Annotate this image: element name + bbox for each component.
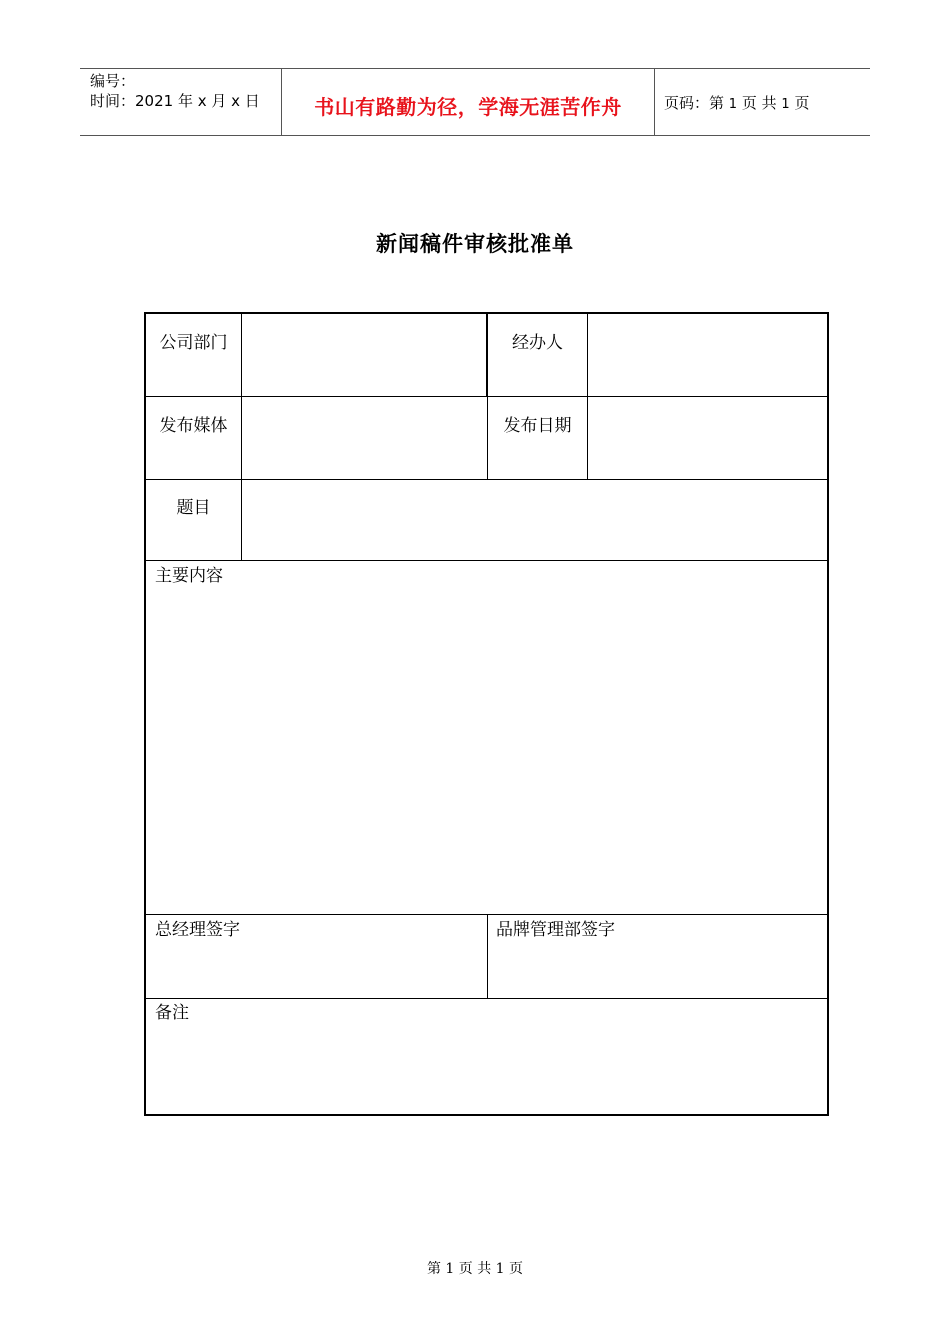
page-footer: 第 1 页 共 1 页 — [426, 1261, 524, 1277]
handler-label: 经办人 — [512, 333, 563, 353]
company-dept-label: 公司部门 — [159, 333, 228, 353]
page-header — [80, 68, 870, 136]
page-mid: 页 共 — [741, 94, 777, 112]
column-divider — [486, 314, 488, 396]
media-label: 发布媒体 — [159, 416, 228, 436]
header-page-number — [664, 93, 810, 115]
content-field[interactable] — [146, 590, 827, 912]
brand-sign-label: 品牌管理部签字 — [496, 920, 615, 940]
content-label: 主要内容 — [155, 566, 223, 586]
topic-label: 题目 — [176, 498, 211, 518]
publish-date-field[interactable] — [588, 397, 827, 479]
remarks-label: 备注 — [155, 1003, 189, 1023]
time-label: 时间：2021 年 x 月 x 日 — [90, 92, 260, 110]
header-divider — [654, 69, 655, 135]
company-dept-field[interactable] — [242, 314, 486, 396]
topic-field[interactable] — [242, 480, 827, 560]
remarks-field[interactable] — [146, 1026, 827, 1114]
row-divider — [146, 560, 827, 561]
column-divider — [487, 396, 488, 479]
brand-sign-field[interactable] — [488, 944, 827, 996]
header-motto: 书山有路勤为径，学海无涯苦作舟 — [314, 95, 622, 119]
gm-sign-label: 总经理签字 — [155, 920, 240, 940]
page-total: 1 — [781, 97, 790, 112]
page-prefix: 页码：第 — [664, 94, 725, 112]
serial-label: 编号： — [90, 72, 136, 90]
approval-form-table — [144, 312, 829, 1116]
publish-date-label: 发布日期 — [503, 416, 572, 436]
media-field[interactable] — [242, 397, 486, 479]
page-suffix: 页 — [794, 94, 810, 112]
page-title: 新闻稿件审核批准单 — [376, 232, 574, 256]
header-meta — [90, 71, 260, 111]
row-divider — [146, 998, 827, 999]
gm-sign-field[interactable] — [146, 944, 486, 996]
page-current: 1 — [728, 97, 738, 112]
handler-field[interactable] — [588, 314, 827, 396]
